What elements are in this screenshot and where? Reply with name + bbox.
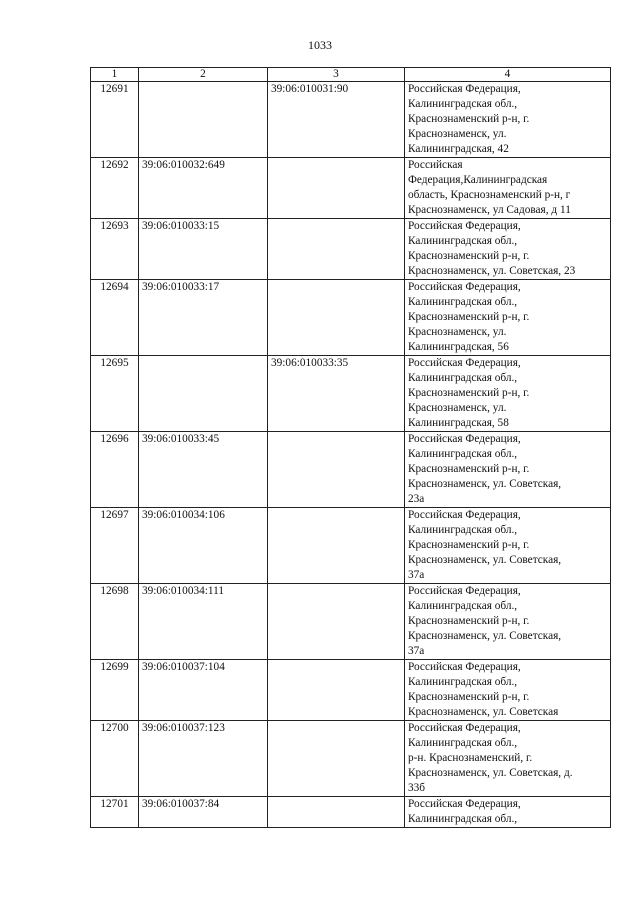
cadastral-number-col2 xyxy=(139,82,268,158)
cadastral-number-col3 xyxy=(268,280,405,356)
address: Российская Федерация, Калининградская обл., xyxy=(405,797,611,828)
address: Российская Федерация, Калининградская обл., р-н. Краснознаменский, г. Краснознаменск, ул. Советская, д. 33б xyxy=(405,721,611,797)
cadastral-number-col2: 39:06:010037:84 xyxy=(139,797,268,828)
cadastral-number-col2: 39:06:010034:106 xyxy=(139,508,268,584)
table-row xyxy=(91,508,611,584)
table-row xyxy=(91,432,611,508)
cadastral-number-col3: 39:06:010033:35 xyxy=(268,356,405,432)
address: Российская Федерация, Калининградская обл., Краснознаменский р-н, г. Краснознаменск, ул. Советская, 23 xyxy=(405,219,611,280)
row-number: 12692 xyxy=(91,158,139,219)
header-row xyxy=(91,68,611,82)
table-row xyxy=(91,660,611,721)
table-row xyxy=(91,219,611,280)
cadastral-number-col2 xyxy=(139,356,268,432)
row-number: 12696 xyxy=(91,432,139,508)
column-header-3: 3 xyxy=(268,68,405,82)
address: Российская Федерация,Калининградская область, Краснознаменский р-н, г Краснознаменск, ул Садовая, д 11 xyxy=(405,158,611,219)
table-row xyxy=(91,158,611,219)
cadastral-number-col2: 39:06:010033:17 xyxy=(139,280,268,356)
cadastral-number-col3 xyxy=(268,508,405,584)
address: Российская Федерация, Калининградская обл., Краснознаменский р-н, г. Краснознаменск, ул. Калининградская, 58 xyxy=(405,356,611,432)
register-table xyxy=(90,67,611,828)
address: Российская Федерация, Калининградская обл., Краснознаменский р-н, г. Краснознаменск, ул. Калининградская, 56 xyxy=(405,280,611,356)
column-header-2: 2 xyxy=(139,68,268,82)
row-number: 12691 xyxy=(91,82,139,158)
cadastral-number-col3 xyxy=(268,158,405,219)
row-number: 12699 xyxy=(91,660,139,721)
cadastral-number-col3 xyxy=(268,721,405,797)
row-number: 12701 xyxy=(91,797,139,828)
cadastral-number-col3: 39:06:010031:90 xyxy=(268,82,405,158)
cadastral-number-col3 xyxy=(268,584,405,660)
table-row xyxy=(91,721,611,797)
page-number: 1033 xyxy=(308,38,332,52)
row-number: 12693 xyxy=(91,219,139,280)
table-row xyxy=(91,82,611,158)
row-number: 12694 xyxy=(91,280,139,356)
cadastral-number-col2: 39:06:010037:123 xyxy=(139,721,268,797)
address: Российская Федерация, Калининградская обл., Краснознаменский р-н, г. Краснознаменск, ул. Советская xyxy=(405,660,611,721)
row-number: 12695 xyxy=(91,356,139,432)
table-row xyxy=(91,280,611,356)
table-row xyxy=(91,797,611,828)
cadastral-number-col2: 39:06:010034:111 xyxy=(139,584,268,660)
cadastral-number-col2: 39:06:010037:104 xyxy=(139,660,268,721)
address: Российская Федерация, Калининградская обл., Краснознаменский р-н, г. Краснознаменск, ул. Советская, 37а xyxy=(405,584,611,660)
row-number: 12697 xyxy=(91,508,139,584)
cadastral-number-col2: 39:06:010033:45 xyxy=(139,432,268,508)
address: Российская Федерация, Калининградская обл., Краснознаменский р-н, г. Краснознаменск, ул. Калининградская, 42 xyxy=(405,82,611,158)
cadastral-number-col2: 39:06:010033:15 xyxy=(139,219,268,280)
column-header-4: 4 xyxy=(405,68,611,82)
row-number: 12700 xyxy=(91,721,139,797)
column-header-1: 1 xyxy=(91,68,139,82)
table-row xyxy=(91,584,611,660)
cadastral-number-col3 xyxy=(268,219,405,280)
row-number: 12698 xyxy=(91,584,139,660)
address: Российская Федерация, Калининградская обл., Краснознаменский р-н, г. Краснознаменск, ул. Советская, 37а xyxy=(405,508,611,584)
address: Российская Федерация, Калининградская обл., Краснознаменский р-н, г. Краснознаменск, ул. Советская, 23а xyxy=(405,432,611,508)
cadastral-number-col3 xyxy=(268,660,405,721)
cadastral-number-col3 xyxy=(268,432,405,508)
cadastral-number-col2: 39:06:010032:649 xyxy=(139,158,268,219)
cadastral-number-col3 xyxy=(268,797,405,828)
table-row xyxy=(91,356,611,432)
